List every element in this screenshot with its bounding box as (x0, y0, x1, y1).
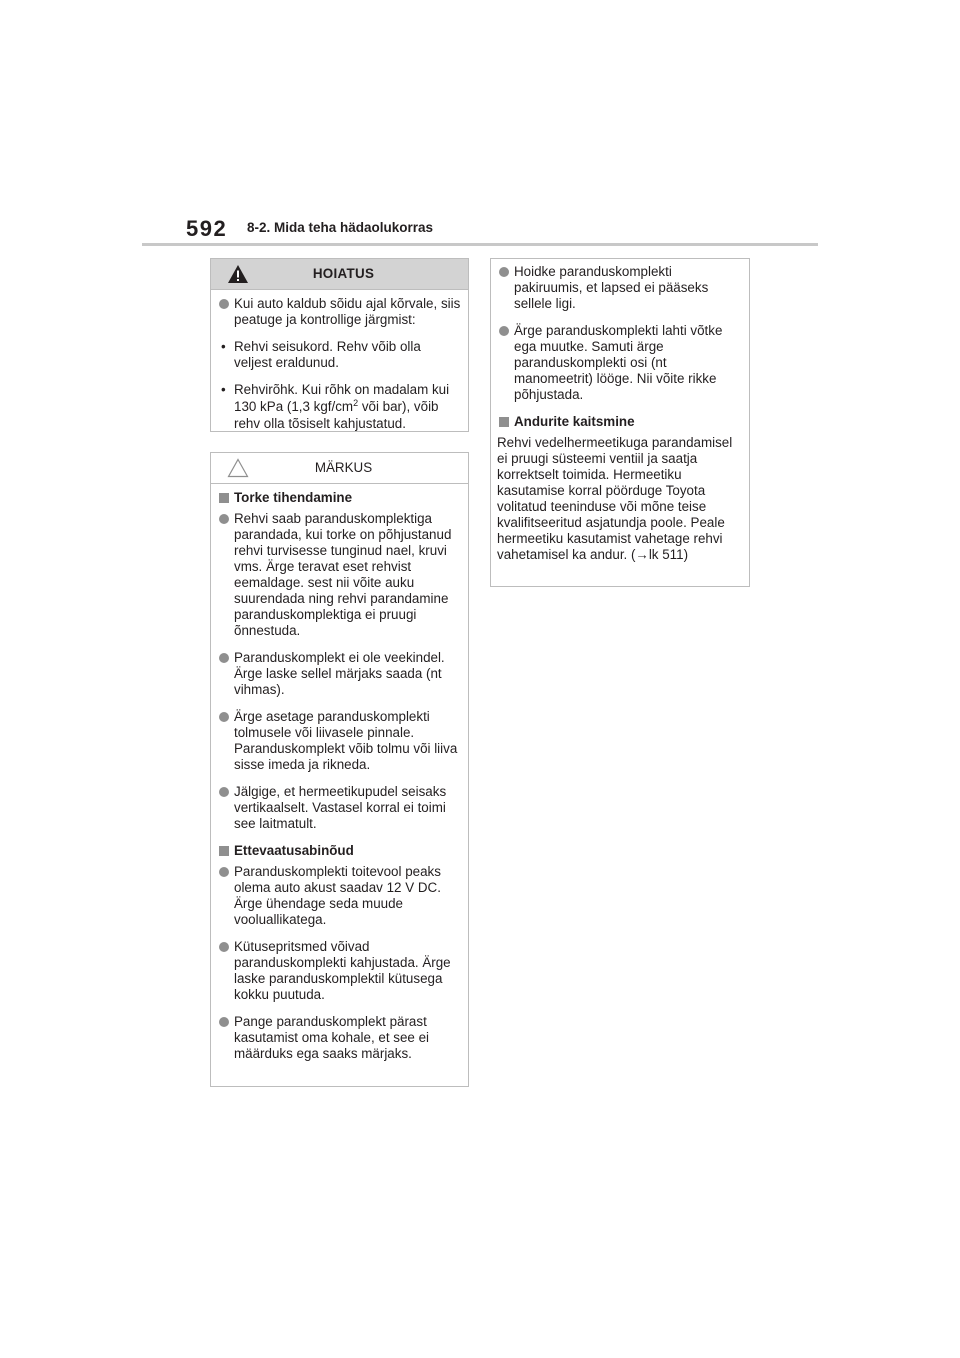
warning-bullet: Kui auto kaldub sõidu ajal kõrvale, siis peatuge ja kontrollige järgmist: (217, 296, 462, 328)
notice-bullet: Ärge paranduskomplekti lahti võtke ega muutke. Samuti ärge paranduskomplekti osi (nt manomeetrit) lööge. Nii võite rikke põhjustada. (497, 323, 743, 403)
notice-section-precautions: Ettevaatusabinõud (217, 843, 462, 859)
warning-item-tire-pressure: • Rehvirõhk. Kui rõhk on madalam kui 130 kPa (1,3 kgf/$cm^2$ või bar), võib rehv olla tõsiselt kahjustatud. (221, 382, 450, 431)
notice-bullet: Paranduskomplekt ei ole veekindel. Ärge laske sellel märjaks saada (nt vihmas). (217, 650, 462, 698)
notice-section-puncture: Torke tihendamine (217, 490, 462, 506)
notice-bullet: Kütusepritsmed võivad paranduskomplekti kahjustada. Ärge laske paranduskomplektil kütusega kokku puutuda. (217, 939, 462, 1003)
notice-bullet: Ärge asetage paranduskomplekti tolmusele või liivasele pinnale. Paranduskomplekt võib tolmu või liiva sisse imeda ja rikneda. (217, 709, 462, 773)
notice-bullet: Rehvi saab paranduskomplektiga parandada, kui torke on põhjustanud rehvi turvisesse tunginud nael, kruvi vms. Ärge teravat eset rehvist eemaldage. sest nii võite auku suurendada ning rehvi parandamine paranduskomplektiga ei pruugi õnnestuda. (217, 511, 462, 639)
notice-box-header (211, 453, 468, 484)
notice-triangle-icon (227, 458, 249, 478)
notice-section-sensor-protection: Andurite kaitsmine (497, 414, 743, 430)
warning-box (210, 258, 469, 432)
notice-bullet: Pange paranduskomplekt pärast kasutamist oma kohale, et see ei määrduks ega saaks märjaks. (217, 1014, 462, 1062)
notice-box (210, 452, 469, 1087)
notice-title: MÄRKUS (314, 460, 373, 475)
header-rule (142, 243, 818, 246)
notice-continued-box (490, 258, 750, 587)
section-title: 8-2. Mida teha hädaolukorras (247, 220, 434, 235)
sensor-protection-paragraph: Rehvi vedelhermeetikuga parandamisel ei pruugi süsteemi ventiil ja saatja korrektselt toimida. Hermeetiku kasutamise korral pöörduge Toyota volitatud teeninduse või mõne teise kvalifitseeritud asjatundja poole. Peale hermeetiku kasutamist vahetage rehvi vahetamisel ka andur. (→lk 511) (497, 435, 733, 562)
warning-box-header (211, 259, 468, 290)
notice-bullet: Jälgige, et hermeetikupudel seisaks vertikaalselt. Vastasel korral ei toimi see laitmatult. (217, 784, 462, 832)
notice-bullet: Hoidke paranduskomplekti pakiruumis, et lapsed ei pääseks sellele ligi. (497, 264, 743, 312)
warning-triangle-icon (227, 264, 249, 284)
notice-bullet: Paranduskomplekti toitevool peaks olema auto akust saadav 12 V DC. Ärge ühendage seda muude vooluallikatega. (217, 864, 462, 928)
warning-item-tire-condition: • Rehvi seisukord. Rehv võib olla veljest eraldunud. (221, 339, 421, 370)
warning-title: HOIATUS (312, 266, 375, 281)
page-number: 592 (186, 216, 228, 241)
